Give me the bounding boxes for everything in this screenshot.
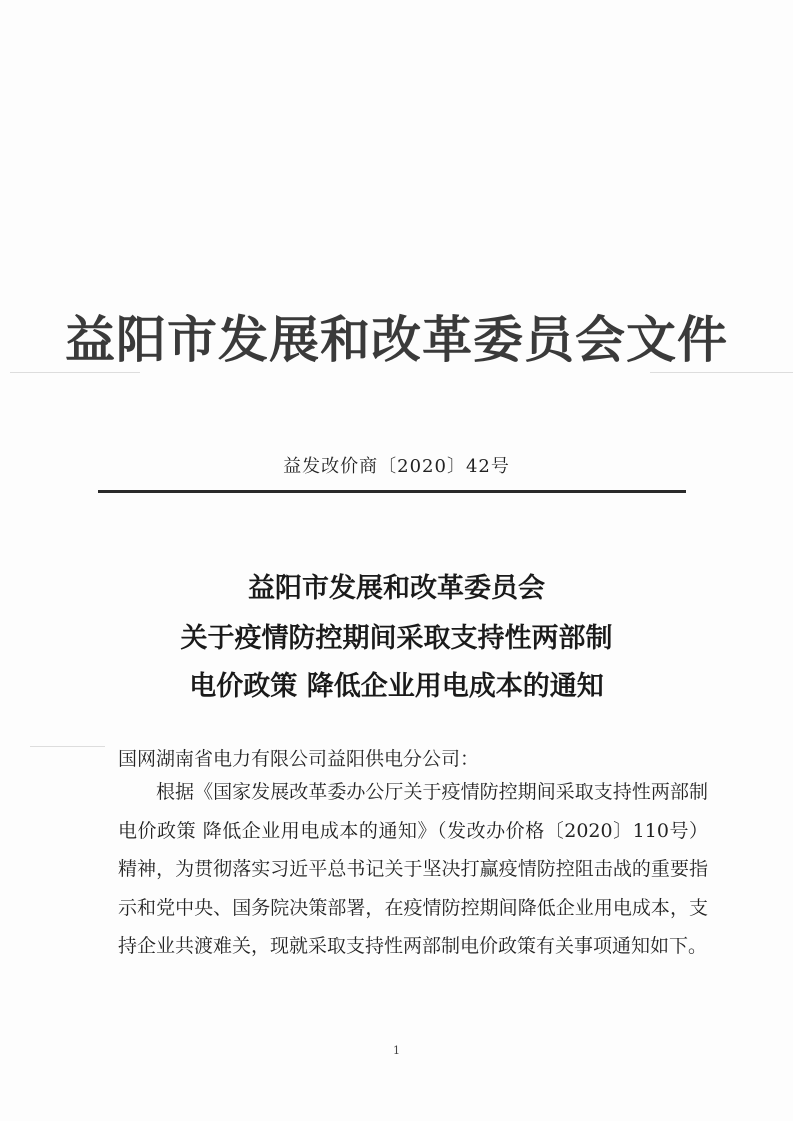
header-divider: [98, 490, 686, 493]
recipient-line: 国网湖南省电力有限公司益阳供电分公司：: [118, 748, 480, 770]
issuing-authority-header: 益阳市发展和改革委员会文件: [65, 311, 728, 369]
scan-artifact-line: [10, 372, 140, 373]
scan-artifact-line: [650, 372, 793, 373]
scan-artifact-line: [30, 746, 105, 747]
notice-title-line-3: 电价政策 降低企业用电成本的通知: [189, 671, 604, 702]
document-number: 益发改价商〔2020〕42号: [283, 456, 510, 477]
notice-title-line-2: 关于疫情防控期间采取支持性两部制: [180, 623, 613, 654]
page-number: 1: [393, 1044, 400, 1057]
notice-title-line-1: 益阳市发展和改革委员会: [248, 573, 545, 604]
body-paragraph: 根据《国家发展改革委办公厅关于疫情防控期间采取支持性两部制电价政策 降低企业用电成本的通知》（发改办价格〔2020〕110号）精神，为贯彻落实习近平总书记关于坚决打赢疫情防控阻击战的重要指示和党中央、国务院决策部署，在疫情防控期间降低企业用电成本，支持企业共渡难关，现就采取支持性两部制电价政策有关事项通知如下。: [118, 781, 708, 957]
